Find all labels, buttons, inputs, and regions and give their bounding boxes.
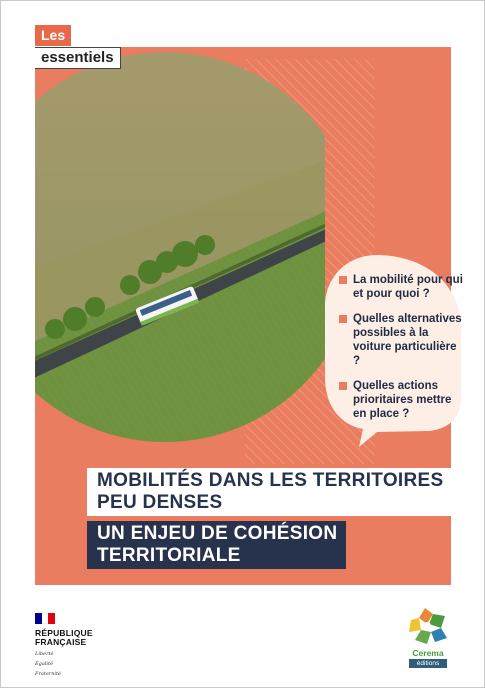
square-bullet-icon — [339, 315, 347, 323]
cerema-emblem-icon — [403, 604, 453, 648]
question-item: Quelles actions prioritaires mettre en place ? — [339, 379, 463, 421]
republique-francaise-logo: RÉPUBLIQUE FRANÇAISE Liberté Égalité Fraternité — [35, 613, 93, 677]
subtitle: UN ENJEU DE COHÉSION TERRITORIALE — [87, 521, 346, 569]
main-title: MOBILITÉS DANS LES TERRITOIRES PEU DENSES — [87, 468, 452, 516]
question-item: La mobilité pour qui et pour quoi ? — [339, 273, 463, 301]
cover-photo — [35, 47, 325, 457]
question-item: Quelles alternatives possibles à la voiture particulière ? — [339, 312, 463, 368]
label-les: Les — [35, 25, 71, 46]
square-bullet-icon — [339, 382, 347, 390]
square-bullet-icon — [339, 276, 347, 284]
french-flag-icon — [35, 613, 55, 624]
label-essentiels: essentiels — [35, 47, 121, 69]
questions-list — [339, 273, 463, 432]
cerema-logo: Cerema éditions — [403, 604, 453, 668]
